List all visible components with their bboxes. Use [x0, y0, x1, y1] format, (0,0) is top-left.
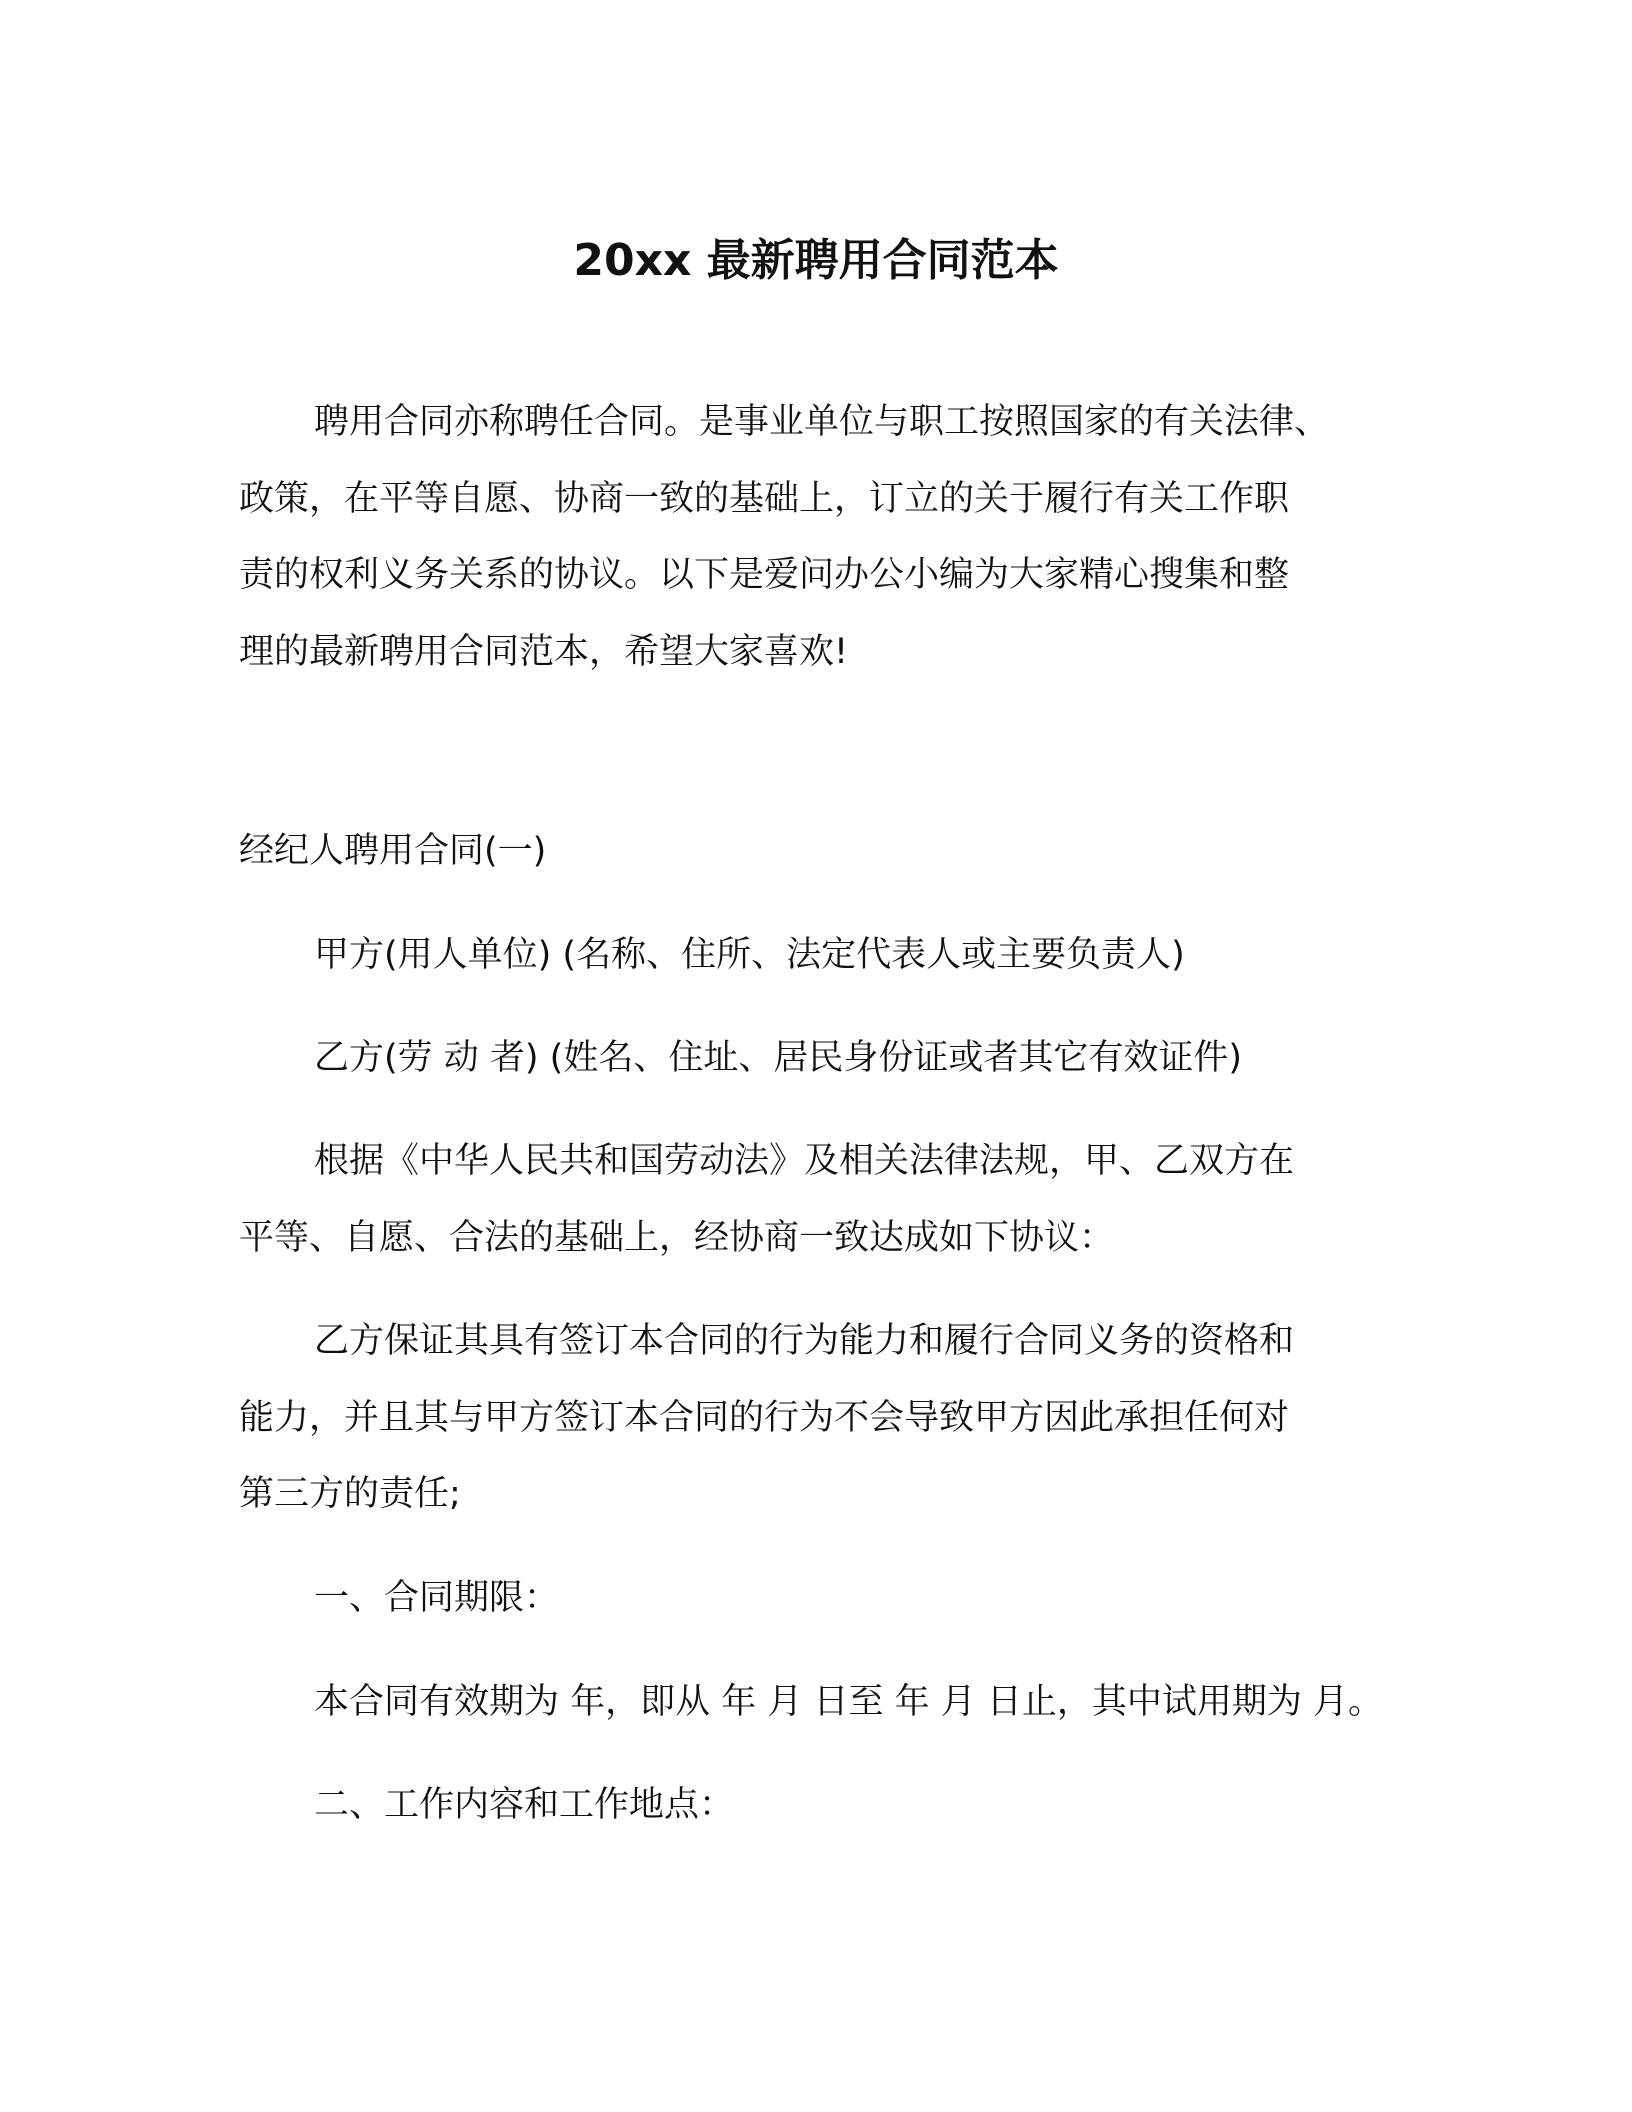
section-heading: 经纪人聘用合同(一): [239, 831, 547, 871]
intro-line: 责的权利义务关系的协议。以下是爱问办公小编为大家精心搜集和整: [239, 555, 1290, 595]
guarantee-line: 乙方保证其具有签订本合同的行为能力和履行合同义务的资格和: [314, 1321, 1295, 1361]
guarantee-line: 第三方的责任;: [239, 1474, 461, 1514]
clause-1-text: 本合同有效期为 年，即从 年 月 日至 年 月 日止，其中试用期为 月。: [314, 1682, 1384, 1722]
intro-line: 聘用合同亦称聘任合同。是事业单位与职工按照国家的有关法律、: [314, 402, 1330, 442]
document-title: 20xx 最新聘用合同范本: [573, 235, 1059, 286]
guarantee-line: 能力，并且其与甲方签订本合同的行为不会导致甲方因此承担任何对: [239, 1398, 1290, 1438]
party-b-line: 乙方(劳 动 者) (姓名、住址、居民身份证或者其它有效证件): [314, 1038, 1242, 1078]
basis-line: 根据《中华人民共和国劳动法》及相关法律法规，甲、乙双方在: [314, 1141, 1295, 1181]
intro-line: 理的最新聘用合同范本，希望大家喜欢!: [239, 632, 849, 672]
party-a-line: 甲方(用人单位) (名称、住所、法定代表人或主要负责人): [314, 935, 1185, 975]
basis-line: 平等、自愿、合法的基础上，经协商一致达成如下协议：: [239, 1218, 1115, 1258]
clause-1-heading: 一、合同期限：: [314, 1578, 560, 1618]
intro-line: 政策，在平等自愿、协商一致的基础上，订立的关于履行有关工作职: [239, 479, 1290, 519]
clause-2-heading: 二、工作内容和工作地点：: [314, 1785, 735, 1825]
